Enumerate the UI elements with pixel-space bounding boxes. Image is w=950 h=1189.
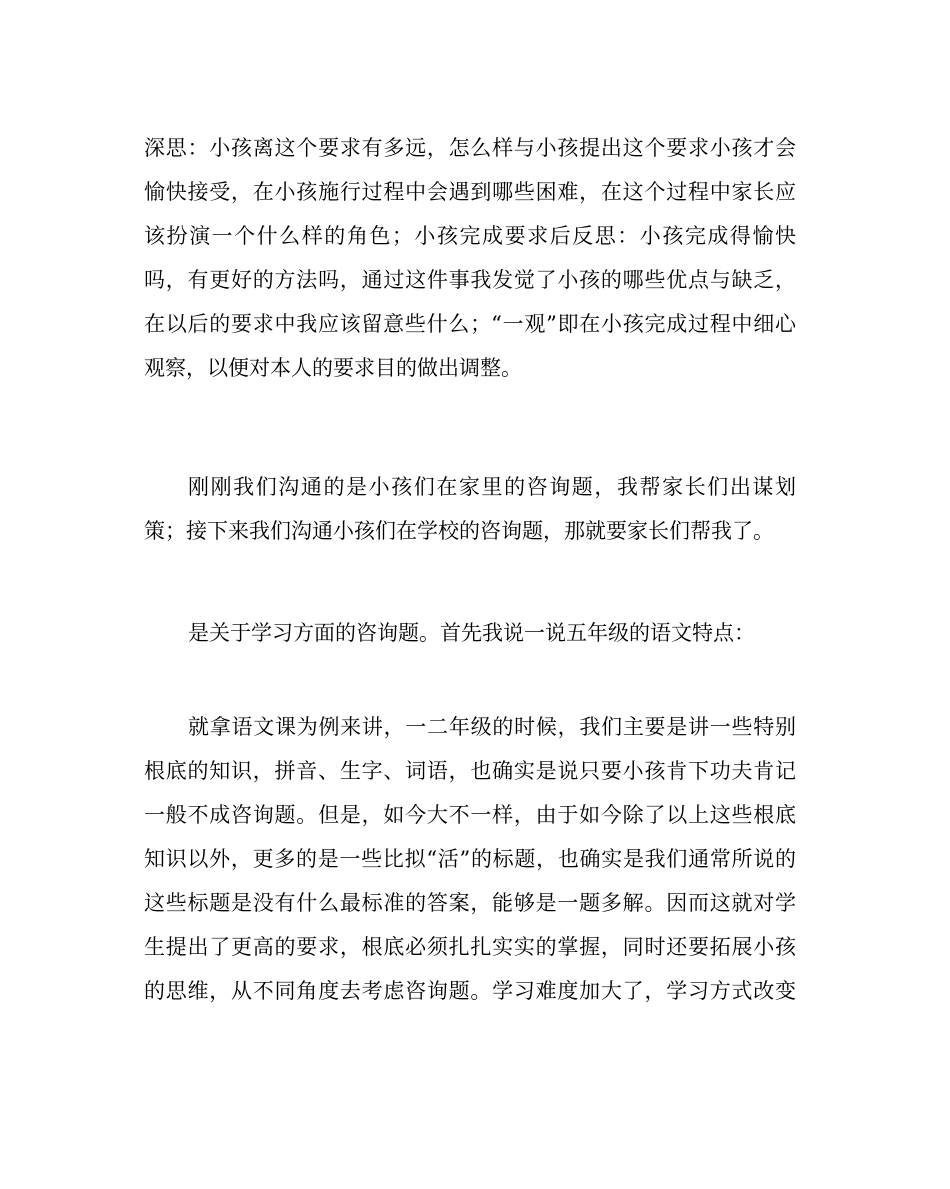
paragraph-line: 就拿语文课为例来讲，一二年级的时候，我们主要是讲一些特别 <box>188 715 796 739</box>
paragraph-line: 愉快接受，在小孩施行过程中会遇到哪些困难，在这个过程中家长应 <box>144 180 796 204</box>
paragraph-line: 知识以外，更多的是一些比拟“活”的标题，也确实是我们通常所说的 <box>144 847 796 871</box>
paragraph-line: 刚刚我们沟通的是小孩们在家里的咨询题，我帮家长们出谋划 <box>188 475 796 499</box>
paragraph-3 <box>144 611 796 655</box>
paragraph-line: 一般不成咨询题。但是，如今大不一样，由于如今除了以上这些根底 <box>144 803 796 827</box>
paragraph-1 <box>144 126 796 390</box>
paragraph-line: 观察，以便对本人的要求目的做出调整。 <box>144 356 522 380</box>
paragraph-line: 根底的知识，拼音、生字、词语，也确实是说只要小孩肯下功夫肯记 <box>144 759 796 783</box>
paragraph-line: 在以后的要求中我应该留意些什么；“一观”即在小孩完成过程中细心 <box>144 312 796 336</box>
paragraph-line: 的思维，从不同角度去考虑咨询题。学习难度加大了，学习方式改变 <box>144 979 796 1003</box>
paragraph-line: 这些标题是没有什么最标准的答案，能够是一题多解。因而这就对学 <box>144 891 796 915</box>
paragraph-4 <box>144 705 796 1013</box>
paragraph-line: 策；接下来我们沟通小孩们在学校的咨询题，那就要家长们帮我了。 <box>144 519 774 543</box>
paragraph-2 <box>144 465 796 553</box>
paragraph-line: 该扮演一个什么样的角色；小孩完成要求后反思：小孩完成得愉快 <box>144 224 796 248</box>
paragraph-line: 是关于学习方面的咨询题。首先我说一说五年级的语文特点： <box>188 621 755 645</box>
paragraph-line: 吗，有更好的方法吗，通过这件事我发觉了小孩的哪些优点与缺乏， <box>144 268 796 292</box>
paragraph-line: 深思：小孩离这个要求有多远，怎么样与小孩提出这个要求小孩才会 <box>144 136 796 160</box>
paragraph-line: 生提出了更高的要求，根底必须扎扎实实的掌握，同时还要拓展小孩 <box>144 935 796 959</box>
